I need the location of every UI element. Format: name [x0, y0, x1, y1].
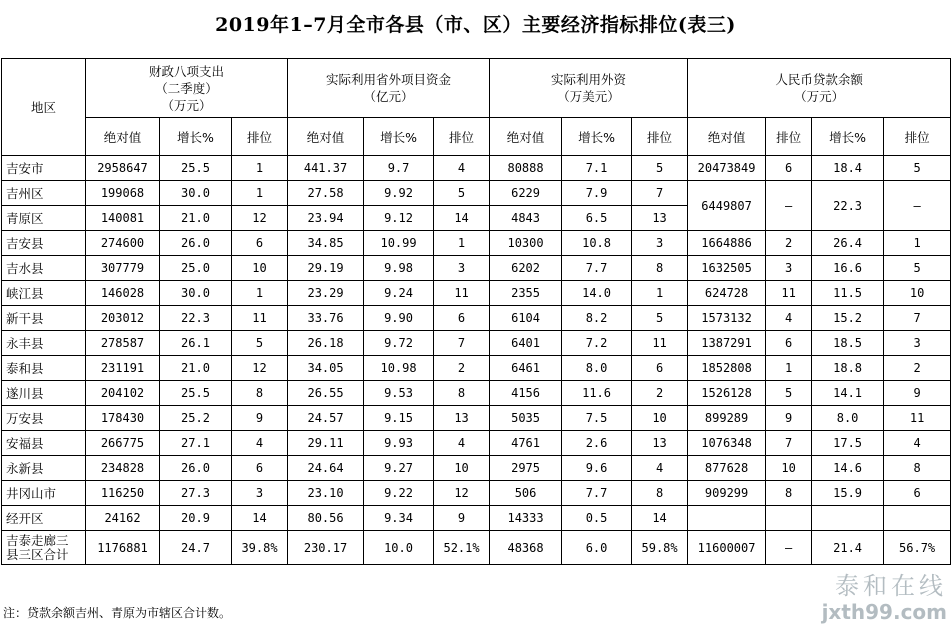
fiscal-growth-cell: 24.7: [160, 531, 232, 565]
fiscal-rank-cell: 5: [232, 331, 288, 356]
region-cell: 吉州区: [2, 181, 86, 206]
invest-absolute-cell: 23.94: [288, 206, 364, 231]
fdi-absolute-cell: 48368: [490, 531, 562, 565]
fdi-rank-cell: 7: [632, 181, 688, 206]
table-row: [2, 256, 951, 281]
fiscal-rank-cell: 1: [232, 181, 288, 206]
invest-growth-cell: 9.92: [364, 181, 434, 206]
loan-rank2-cell: 5: [884, 256, 951, 281]
invest-rank-cell: 4: [434, 431, 490, 456]
fdi-rank-cell: 11: [632, 331, 688, 356]
loan-growth-cell: 14.6: [812, 456, 884, 481]
loan-rank2-cell: 3: [884, 331, 951, 356]
loan-rank-cell: –: [766, 181, 812, 231]
loan-rank2-cell: 8: [884, 456, 951, 481]
loan-absolute-cell: 1526128: [688, 381, 766, 406]
region-cell: 吉安市: [2, 156, 86, 181]
fiscal-rank-cell: 14: [232, 506, 288, 531]
loan-growth-cell: [812, 506, 884, 531]
fiscal-growth-cell: 26.0: [160, 456, 232, 481]
fiscal-rank-cell: 12: [232, 356, 288, 381]
loan-absolute-cell: 624728: [688, 281, 766, 306]
loan-absolute-cell: 899289: [688, 406, 766, 431]
loan-growth-cell: 15.9: [812, 481, 884, 506]
fiscal-rank-cell: 10: [232, 256, 288, 281]
invest-growth-cell: 10.0: [364, 531, 434, 565]
loan-growth-cell: 8.0: [812, 406, 884, 431]
fiscal-absolute-cell: 2958647: [86, 156, 160, 181]
loan-rank2-cell: 56.7%: [884, 531, 951, 565]
fiscal-rank-cell: 6: [232, 231, 288, 256]
invest-absolute-cell: 24.57: [288, 406, 364, 431]
invest-rank-cell: 6: [434, 306, 490, 331]
fiscal-absolute-cell: 266775: [86, 431, 160, 456]
loan-rank-cell: 11: [766, 281, 812, 306]
fiscal-absolute-cell: 231191: [86, 356, 160, 381]
invest-absolute-cell: 230.17: [288, 531, 364, 565]
invest-absolute-cell: 26.55: [288, 381, 364, 406]
invest-growth-cell: 9.98: [364, 256, 434, 281]
loan-rank-header-2: 排位: [884, 118, 951, 156]
invest-rank-header: 排位: [434, 118, 490, 156]
loan-growth-cell: 26.4: [812, 231, 884, 256]
fdi-rank-cell: 3: [632, 231, 688, 256]
table-row: [2, 356, 951, 381]
table-row: [2, 331, 951, 356]
fdi-growth-cell: 11.6: [562, 381, 632, 406]
fdi-rank-header: 排位: [632, 118, 688, 156]
table-row: [2, 281, 951, 306]
fiscal-growth-cell: 21.0: [160, 206, 232, 231]
fiscal-absolute-cell: 203012: [86, 306, 160, 331]
loan-growth-cell: 11.5: [812, 281, 884, 306]
fiscal-absolute-cell: 199068: [86, 181, 160, 206]
invest-absolute-cell: 29.19: [288, 256, 364, 281]
loan-rank2-cell: 10: [884, 281, 951, 306]
table-row: [2, 306, 951, 331]
fdi-rank-cell: 4: [632, 456, 688, 481]
fdi-absolute-cell: 6461: [490, 356, 562, 381]
invest-growth-cell: 9.53: [364, 381, 434, 406]
invest-absolute-cell: 24.64: [288, 456, 364, 481]
fdi-rank-cell: 5: [632, 306, 688, 331]
table-row: [2, 156, 951, 181]
loan-rank-cell: 5: [766, 381, 812, 406]
region-cell: 永丰县: [2, 331, 86, 356]
loan-absolute-cell: 1076348: [688, 431, 766, 456]
fdi-absolute-cell: 4156: [490, 381, 562, 406]
region-cell: 吉泰走廊三 县三区合计: [2, 531, 86, 565]
fiscal-rank-cell: 1: [232, 156, 288, 181]
loan-absolute-cell: 1387291: [688, 331, 766, 356]
loan-rank2-cell: 9: [884, 381, 951, 406]
invest-absolute-cell: 23.29: [288, 281, 364, 306]
loan-rank-cell: 3: [766, 256, 812, 281]
table-row: [2, 406, 951, 431]
loan-absolute-cell: 6449807: [688, 181, 766, 231]
loan-rank-cell: 9: [766, 406, 812, 431]
loan-rank2-cell: 1: [884, 231, 951, 256]
invest-growth-cell: 9.7: [364, 156, 434, 181]
fiscal-rank-cell: 1: [232, 281, 288, 306]
fiscal-rank-header: 排位: [232, 118, 288, 156]
fiscal-absolute-cell: 278587: [86, 331, 160, 356]
watermark: [822, 566, 947, 623]
invest-rank-cell: 8: [434, 381, 490, 406]
table-row: [2, 506, 951, 531]
invest-absolute-cell: 34.85: [288, 231, 364, 256]
fiscal-growth-cell: 22.3: [160, 306, 232, 331]
fdi-absolute-cell: 6229: [490, 181, 562, 206]
watermark-name: 泰和在线: [835, 572, 947, 600]
region-cell: 吉安县: [2, 231, 86, 256]
economic-indicator-table: [1, 58, 951, 565]
invest-growth-cell: 9.27: [364, 456, 434, 481]
fiscal-growth-cell: 25.5: [160, 156, 232, 181]
fiscal-absolute-cell: 274600: [86, 231, 160, 256]
loan-rank-cell: –: [766, 531, 812, 565]
fdi-group-header: 实际利用外资 （万美元）: [490, 59, 688, 118]
table-row: [2, 531, 951, 565]
watermark-url: jxth99.com: [821, 600, 947, 624]
loan-rank-cell: 6: [766, 331, 812, 356]
table-row: [2, 231, 951, 256]
fiscal-growth-cell: 25.2: [160, 406, 232, 431]
loan-group-header: 人民币贷款余额 （万元）: [688, 59, 951, 118]
loan-rank-cell: [766, 506, 812, 531]
invest-absolute-cell: 27.58: [288, 181, 364, 206]
loan-rank-cell: 10: [766, 456, 812, 481]
invest-rank-cell: 2: [434, 356, 490, 381]
loan-rank-cell: 2: [766, 231, 812, 256]
fiscal-growth-cell: 25.0: [160, 256, 232, 281]
invest-absolute-cell: 80.56: [288, 506, 364, 531]
footnote: 注：贷款余额吉州、青原为市辖区合计数。: [3, 606, 232, 620]
loan-absolute-cell: 1852808: [688, 356, 766, 381]
fiscal-growth-cell: 20.9: [160, 506, 232, 531]
fdi-growth-cell: 6.0: [562, 531, 632, 565]
invest-rank-cell: 11: [434, 281, 490, 306]
fdi-growth-cell: 8.0: [562, 356, 632, 381]
fdi-growth-cell: 7.9: [562, 181, 632, 206]
loan-rank2-cell: 5: [884, 156, 951, 181]
fdi-rank-cell: 14: [632, 506, 688, 531]
fdi-absolute-cell: 6202: [490, 256, 562, 281]
region-header: 地区: [2, 59, 86, 156]
region-cell: 经开区: [2, 506, 86, 531]
region-cell: 新干县: [2, 306, 86, 331]
fiscal-absolute-cell: 234828: [86, 456, 160, 481]
fiscal-growth-cell: 30.0: [160, 281, 232, 306]
loan-rank-cell: 6: [766, 156, 812, 181]
invest-rank-cell: 4: [434, 156, 490, 181]
fiscal-growth-cell: 30.0: [160, 181, 232, 206]
fdi-rank-cell: 2: [632, 381, 688, 406]
invest-rank-cell: 13: [434, 406, 490, 431]
invest-growth-header: 增长%: [364, 118, 434, 156]
fdi-growth-cell: 2.6: [562, 431, 632, 456]
fdi-rank-cell: 5: [632, 156, 688, 181]
fdi-rank-cell: 59.8%: [632, 531, 688, 565]
invest-rank-cell: 14: [434, 206, 490, 231]
region-cell: 泰和县: [2, 356, 86, 381]
fiscal-rank-cell: 8: [232, 381, 288, 406]
table-row: [2, 181, 951, 206]
invest-group-header: 实际利用省外项目资金 （亿元）: [288, 59, 490, 118]
loan-rank-header: 排位: [766, 118, 812, 156]
region-cell: 永新县: [2, 456, 86, 481]
loan-absolute-cell: 1632505: [688, 256, 766, 281]
invest-growth-cell: 9.24: [364, 281, 434, 306]
invest-rank-cell: 9: [434, 506, 490, 531]
region-cell: 峡江县: [2, 281, 86, 306]
fiscal-absolute-cell: 178430: [86, 406, 160, 431]
table-row: [2, 481, 951, 506]
fdi-growth-cell: 7.5: [562, 406, 632, 431]
invest-rank-cell: 7: [434, 331, 490, 356]
invest-rank-cell: 1: [434, 231, 490, 256]
invest-growth-cell: 9.12: [364, 206, 434, 231]
invest-absolute-header: 绝对值: [288, 118, 364, 156]
fiscal-group-header: 财政八项支出 （二季度） （万元）: [86, 59, 288, 118]
loan-rank2-cell: –: [884, 181, 951, 231]
loan-rank-cell: 8: [766, 481, 812, 506]
region-cell: 吉水县: [2, 256, 86, 281]
fdi-absolute-cell: 6104: [490, 306, 562, 331]
loan-rank2-cell: 7: [884, 306, 951, 331]
fdi-absolute-header: 绝对值: [490, 118, 562, 156]
loan-rank2-cell: 11: [884, 406, 951, 431]
fdi-rank-cell: 10: [632, 406, 688, 431]
invest-absolute-cell: 26.18: [288, 331, 364, 356]
invest-rank-cell: 5: [434, 181, 490, 206]
region-cell: 万安县: [2, 406, 86, 431]
fiscal-rank-cell: 9: [232, 406, 288, 431]
fdi-absolute-cell: 4843: [490, 206, 562, 231]
fiscal-growth-header: 增长%: [160, 118, 232, 156]
fdi-rank-cell: 13: [632, 206, 688, 231]
fdi-absolute-cell: 80888: [490, 156, 562, 181]
loan-rank2-cell: 2: [884, 356, 951, 381]
loan-growth-header: 增长%: [812, 118, 884, 156]
fdi-growth-cell: 7.2: [562, 331, 632, 356]
fiscal-absolute-cell: 1176881: [86, 531, 160, 565]
table-row: [2, 431, 951, 456]
fdi-growth-cell: 9.6: [562, 456, 632, 481]
fdi-absolute-cell: 5035: [490, 406, 562, 431]
loan-absolute-cell: 1573132: [688, 306, 766, 331]
fdi-growth-cell: 0.5: [562, 506, 632, 531]
invest-rank-cell: 3: [434, 256, 490, 281]
invest-growth-cell: 9.93: [364, 431, 434, 456]
fdi-growth-cell: 7.7: [562, 256, 632, 281]
fiscal-absolute-cell: 116250: [86, 481, 160, 506]
invest-growth-cell: 10.99: [364, 231, 434, 256]
fiscal-rank-cell: 39.8%: [232, 531, 288, 565]
fiscal-rank-cell: 6: [232, 456, 288, 481]
invest-growth-cell: 9.90: [364, 306, 434, 331]
fiscal-growth-cell: 27.3: [160, 481, 232, 506]
loan-absolute-cell: [688, 506, 766, 531]
loan-absolute-header: 绝对值: [688, 118, 766, 156]
loan-growth-cell: 18.5: [812, 331, 884, 356]
fdi-rank-cell: 8: [632, 481, 688, 506]
invest-growth-cell: 9.72: [364, 331, 434, 356]
invest-growth-cell: 9.22: [364, 481, 434, 506]
fiscal-growth-cell: 21.0: [160, 356, 232, 381]
invest-absolute-cell: 29.11: [288, 431, 364, 456]
loan-growth-cell: 14.1: [812, 381, 884, 406]
fiscal-growth-cell: 25.5: [160, 381, 232, 406]
fdi-absolute-cell: 506: [490, 481, 562, 506]
loan-rank-cell: 4: [766, 306, 812, 331]
fdi-growth-header: 增长%: [562, 118, 632, 156]
fdi-absolute-cell: 6401: [490, 331, 562, 356]
loan-growth-cell: 18.4: [812, 156, 884, 181]
header-sub-row: [2, 118, 951, 156]
fiscal-growth-cell: 26.0: [160, 231, 232, 256]
fdi-absolute-cell: 2975: [490, 456, 562, 481]
loan-rank-cell: 7: [766, 431, 812, 456]
invest-absolute-cell: 34.05: [288, 356, 364, 381]
fiscal-rank-cell: 11: [232, 306, 288, 331]
loan-growth-cell: 16.6: [812, 256, 884, 281]
loan-growth-cell: 17.5: [812, 431, 884, 456]
fdi-growth-cell: 7.7: [562, 481, 632, 506]
fiscal-absolute-cell: 24162: [86, 506, 160, 531]
fiscal-absolute-cell: 146028: [86, 281, 160, 306]
loan-rank2-cell: [884, 506, 951, 531]
fdi-growth-cell: 6.5: [562, 206, 632, 231]
fiscal-absolute-cell: 140081: [86, 206, 160, 231]
region-cell: 遂川县: [2, 381, 86, 406]
fdi-growth-cell: 14.0: [562, 281, 632, 306]
fdi-absolute-cell: 2355: [490, 281, 562, 306]
fiscal-growth-cell: 27.1: [160, 431, 232, 456]
fdi-absolute-cell: 10300: [490, 231, 562, 256]
loan-growth-cell: 18.8: [812, 356, 884, 381]
table-row: [2, 381, 951, 406]
loan-absolute-cell: 877628: [688, 456, 766, 481]
page-title: 2019年1–7月全市各县（市、区）主要经济指标排位(表三): [215, 14, 736, 36]
fdi-rank-cell: 1: [632, 281, 688, 306]
fiscal-absolute-cell: 204102: [86, 381, 160, 406]
fiscal-rank-cell: 3: [232, 481, 288, 506]
fdi-rank-cell: 8: [632, 256, 688, 281]
fiscal-absolute-cell: 307779: [86, 256, 160, 281]
region-cell: 青原区: [2, 206, 86, 231]
region-cell: 井冈山市: [2, 481, 86, 506]
loan-absolute-cell: 20473849: [688, 156, 766, 181]
invest-absolute-cell: 33.76: [288, 306, 364, 331]
fiscal-rank-cell: 12: [232, 206, 288, 231]
fiscal-rank-cell: 4: [232, 431, 288, 456]
header-group-row: [2, 59, 951, 118]
fdi-growth-cell: 10.8: [562, 231, 632, 256]
invest-rank-cell: 52.1%: [434, 531, 490, 565]
fdi-growth-cell: 7.1: [562, 156, 632, 181]
fiscal-growth-cell: 26.1: [160, 331, 232, 356]
loan-growth-cell: 21.4: [812, 531, 884, 565]
loan-absolute-cell: 909299: [688, 481, 766, 506]
invest-rank-cell: 10: [434, 456, 490, 481]
invest-growth-cell: 9.34: [364, 506, 434, 531]
invest-rank-cell: 12: [434, 481, 490, 506]
fdi-rank-cell: 13: [632, 431, 688, 456]
invest-absolute-cell: 441.37: [288, 156, 364, 181]
invest-growth-cell: 9.15: [364, 406, 434, 431]
loan-rank-cell: 1: [766, 356, 812, 381]
fdi-absolute-cell: 4761: [490, 431, 562, 456]
fdi-absolute-cell: 14333: [490, 506, 562, 531]
fdi-growth-cell: 8.2: [562, 306, 632, 331]
loan-growth-cell: 22.3: [812, 181, 884, 231]
table-row: [2, 456, 951, 481]
loan-absolute-cell: 1664886: [688, 231, 766, 256]
invest-absolute-cell: 23.10: [288, 481, 364, 506]
fiscal-absolute-header: 绝对值: [86, 118, 160, 156]
fdi-rank-cell: 6: [632, 356, 688, 381]
region-cell: 安福县: [2, 431, 86, 456]
loan-rank2-cell: 4: [884, 431, 951, 456]
loan-absolute-cell: 11600007: [688, 531, 766, 565]
invest-growth-cell: 10.98: [364, 356, 434, 381]
loan-rank2-cell: 6: [884, 481, 951, 506]
loan-growth-cell: 15.2: [812, 306, 884, 331]
